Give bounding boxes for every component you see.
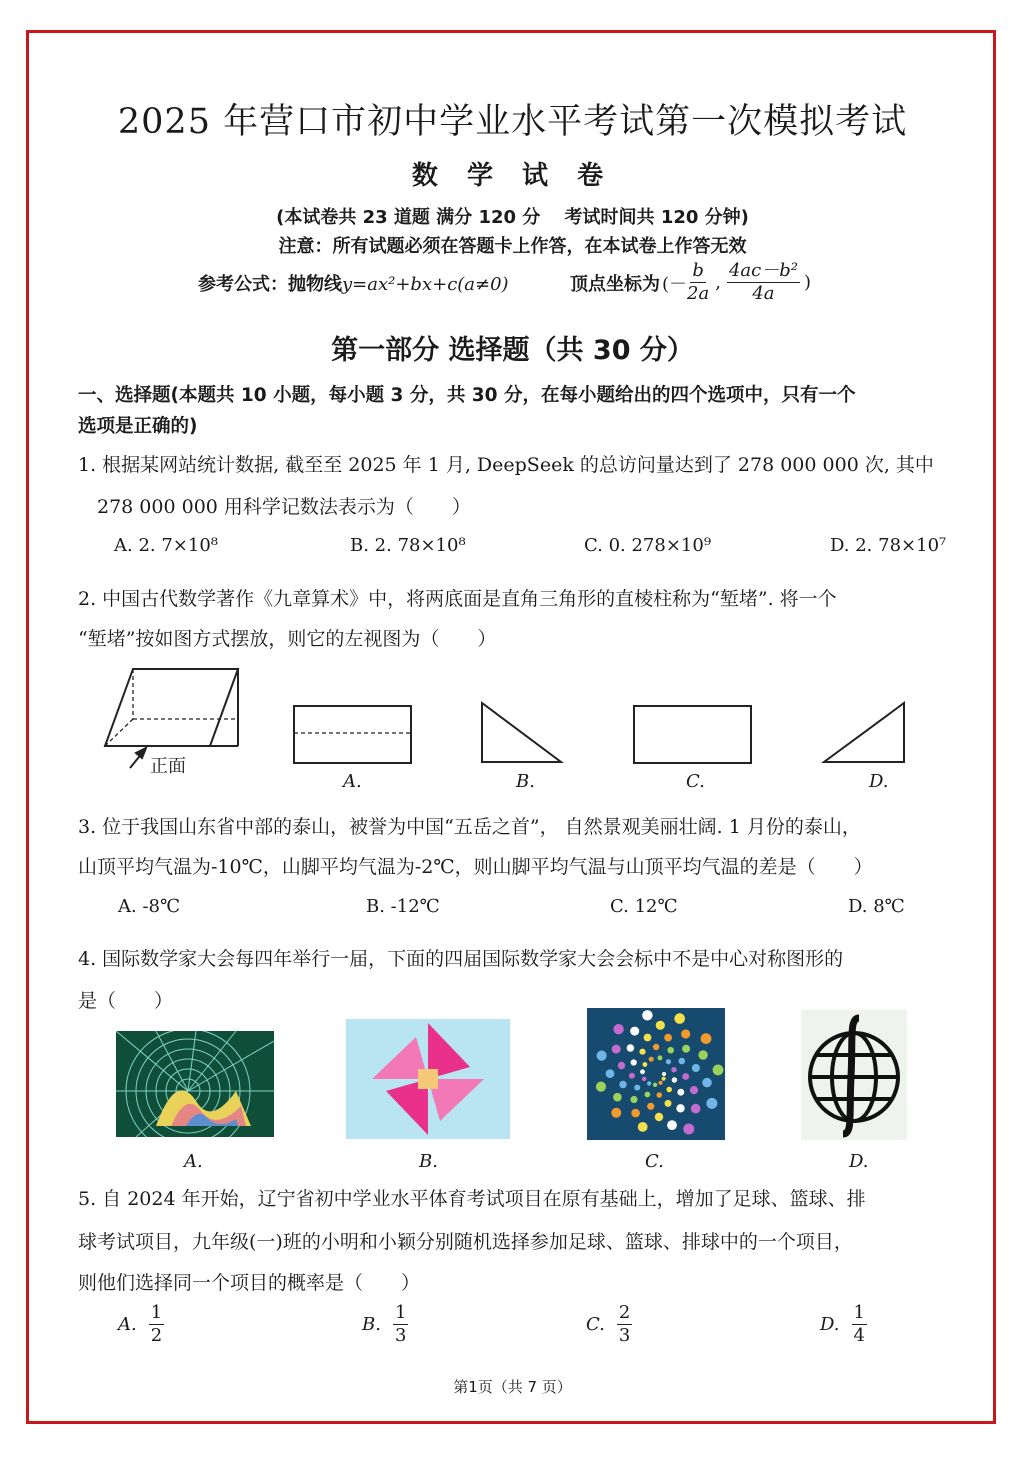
logo-dot — [630, 1027, 639, 1036]
q5-option-a[interactable]: A. $\frac{1}{2}$ — [118, 1302, 163, 1346]
logo-dot — [631, 1059, 637, 1065]
logo-dot — [690, 1086, 698, 1094]
q1-option-b[interactable]: B. 2. 78×10⁸ — [350, 535, 466, 556]
logo-dot — [681, 1029, 690, 1038]
exam-notice: 注意：所有试题必须在答题卡上作答，在本试卷上作答无效 — [278, 236, 747, 257]
question-5-text: 5. 自 2024 年开始，辽宁省初中学业水平体育考试项目在原有基础上，增加了足球、篮球、排 — [78, 1188, 866, 1210]
logo-dot — [647, 1081, 651, 1085]
logo-dot — [631, 1109, 640, 1118]
logo-dot — [683, 1124, 694, 1135]
reference-formula — [198, 270, 509, 296]
logo-dot — [658, 1081, 662, 1085]
logo-dot — [630, 1096, 637, 1103]
logo-dot — [666, 1059, 671, 1064]
question-1-text: 1. 根据某网站统计数据, 截至至 2025 年 1 月, DeepSeek 的总访问量达到了 278 000 000 次, 其中 — [78, 454, 934, 476]
q1-option-a[interactable]: A. 2. 7×10⁸ — [114, 535, 218, 556]
front-label: 正面 — [150, 756, 186, 777]
logo-dot — [677, 1089, 684, 1096]
logo-dot — [698, 1050, 707, 1059]
logo-dot — [692, 1064, 700, 1072]
q4-option-c-label: C. — [645, 1151, 664, 1172]
question-2-text: 2. 中国古代数学著作《九章算术》中，将两底面是直角三角形的直棱柱称为“堑堵”. 将一个 — [78, 588, 837, 610]
question-2-text-cont: “堑堵”按如图方式摆放，则它的左视图为（ ） — [78, 628, 497, 650]
logo-dot — [649, 1057, 654, 1062]
q2-option-d-label: D. — [869, 771, 889, 792]
logo-dot — [702, 1078, 712, 1088]
q5-option-b[interactable]: B. $\frac{1}{3}$ — [362, 1302, 407, 1346]
q2-option-a-figure[interactable] — [292, 704, 414, 766]
q4-option-a-logo[interactable] — [116, 1031, 274, 1137]
logo-dot — [638, 1122, 648, 1132]
logo-dot — [629, 1073, 635, 1079]
vertex-y-fraction: $\frac{\text{4ac－b²}}{4a}$ — [728, 260, 798, 304]
formula-label: 参考公式：抛物线 — [198, 274, 342, 295]
logo-dot — [667, 1120, 677, 1130]
question-5-text-cont: 球考试项目，九年级(一)班的小明和小颖分别随机选择参加足球、篮球、排球中的一个项目， — [78, 1231, 853, 1253]
q2-option-c-label: C. — [686, 771, 705, 792]
question-3-text: 3. 位于我国山东省中部的泰山，被誉为中国“五岳之首”， 自然景观美丽壮阔. 1 月份的泰山， — [78, 816, 861, 838]
q4-option-d-logo[interactable] — [801, 1010, 907, 1140]
logo-dot — [682, 1045, 690, 1053]
logo-dot — [634, 1085, 640, 1091]
logo-dot — [662, 1072, 666, 1076]
logo-dot — [657, 1055, 662, 1060]
logo-dot — [618, 1062, 625, 1069]
logo-dot — [664, 1034, 672, 1042]
logo-dot — [619, 1081, 626, 1088]
logo-dot — [706, 1098, 717, 1109]
logo-dot — [645, 1092, 651, 1098]
q3-option-c[interactable]: C. 12℃ — [610, 896, 678, 917]
q3-option-d[interactable]: D. 8℃ — [848, 896, 905, 917]
logo-dot — [643, 1062, 648, 1067]
logo-dot — [666, 1087, 672, 1093]
logo-dot — [644, 1034, 652, 1042]
logo-dot — [713, 1065, 724, 1076]
logo-dot — [671, 1067, 676, 1072]
logo-dot — [691, 1104, 701, 1114]
logo-dot — [676, 1104, 684, 1112]
logo-dot — [647, 1103, 654, 1110]
page-footer: 第1页（共 7 页） — [453, 1378, 572, 1396]
logo-dot — [662, 1077, 666, 1081]
logo-dot — [627, 1044, 635, 1052]
question-4-text: 4. 国际数学家大会每四年举行一届，下面的四届国际数学家大会会标中不是中心对称图形的 — [78, 948, 844, 970]
logo-dot — [655, 1113, 663, 1121]
q3-option-a[interactable]: A. -8℃ — [118, 896, 181, 917]
logo-dot — [682, 1073, 689, 1080]
exam-title: 2025 年营口市初中学业水平考试第一次模拟考试 — [117, 102, 908, 142]
q4-option-b-label: B. — [419, 1151, 438, 1172]
logo-dot — [596, 1082, 606, 1092]
logo-dot — [653, 1044, 659, 1050]
logo-dot — [612, 1045, 621, 1054]
formula-expression: y=ax²+bx+c(a≠0) — [342, 274, 509, 295]
question-3-text-cont: 山顶平均气温为-10℃，山脚平均气温为-2℃，则山脚平均气温与山顶平均气温的差是（ ） — [78, 856, 873, 878]
section-instructions-cont: 选项是正确的) — [78, 416, 198, 437]
question-1-text-cont: 278 000 000 用科学记数法表示为（ ） — [97, 496, 471, 518]
logo-dot — [639, 1049, 645, 1055]
logo-dot — [679, 1058, 686, 1065]
q2-option-d-figure[interactable] — [820, 700, 910, 766]
section-instructions: 一、选择题(本题共 10 小题，每小题 3 分，共 30 分，在每小题给出的四个选项中，只有一个 — [78, 385, 856, 406]
q4-option-c-logo[interactable] — [587, 1008, 725, 1140]
vertex-formula: 顶点坐标为 (－ $\frac{b}{2a}$ , $\frac{\text{4ac－b²}}{4a}$ ) — [570, 260, 811, 304]
logo-dot — [611, 1108, 621, 1118]
question-4-text-cont: 是（ ） — [78, 990, 174, 1012]
logo-dot — [640, 1069, 645, 1074]
q5-option-d[interactable]: D. $\frac{1}{4}$ — [820, 1302, 865, 1346]
q2-option-c-figure[interactable] — [632, 704, 754, 766]
q1-option-c[interactable]: C. 0. 278×10⁹ — [584, 535, 712, 556]
logo-dot — [667, 1047, 674, 1054]
q4-option-b-logo[interactable] — [346, 1019, 510, 1139]
vertex-x-fraction: $\frac{b}{2a}$ — [687, 260, 710, 304]
logo-dot — [597, 1051, 607, 1061]
q4-option-a-label: A. — [184, 1151, 203, 1172]
exam-subtitle: 数 学 试 卷 — [411, 161, 614, 191]
q3-option-b[interactable]: B. -12℃ — [366, 896, 440, 917]
exam-info: (本试卷共 23 道题 满分 120 分 考试时间共 120 分钟) — [276, 207, 749, 228]
logo-dot — [657, 1092, 663, 1098]
logo-dot — [672, 1077, 677, 1082]
question-5-text-cont2: 则他们选择同一个项目的概率是（ ） — [78, 1272, 421, 1294]
logo-dot — [613, 1024, 623, 1034]
logo-dot — [701, 1033, 712, 1044]
q1-option-d[interactable]: D. 2. 78×10⁷ — [830, 535, 947, 556]
q4-option-d-label: D. — [849, 1151, 869, 1172]
logo-dot — [606, 1069, 615, 1078]
logo-dot — [642, 1077, 647, 1082]
logo-dot — [613, 1093, 622, 1102]
q2-option-a-label: A. — [343, 771, 362, 792]
q5-option-c[interactable]: C. $\frac{2}{3}$ — [586, 1302, 631, 1346]
q2-option-b-label: B. — [516, 771, 535, 792]
part-title: 第一部分 选择题（共 30 分） — [331, 335, 694, 366]
logo-dot — [656, 1021, 665, 1030]
logo-dot — [653, 1083, 657, 1087]
logo-dot — [642, 1010, 652, 1020]
logo-dot — [674, 1013, 685, 1024]
q2-option-b-figure[interactable] — [479, 700, 565, 766]
logo-dot — [665, 1100, 672, 1107]
vertex-label: 顶点坐标为 — [570, 273, 660, 295]
